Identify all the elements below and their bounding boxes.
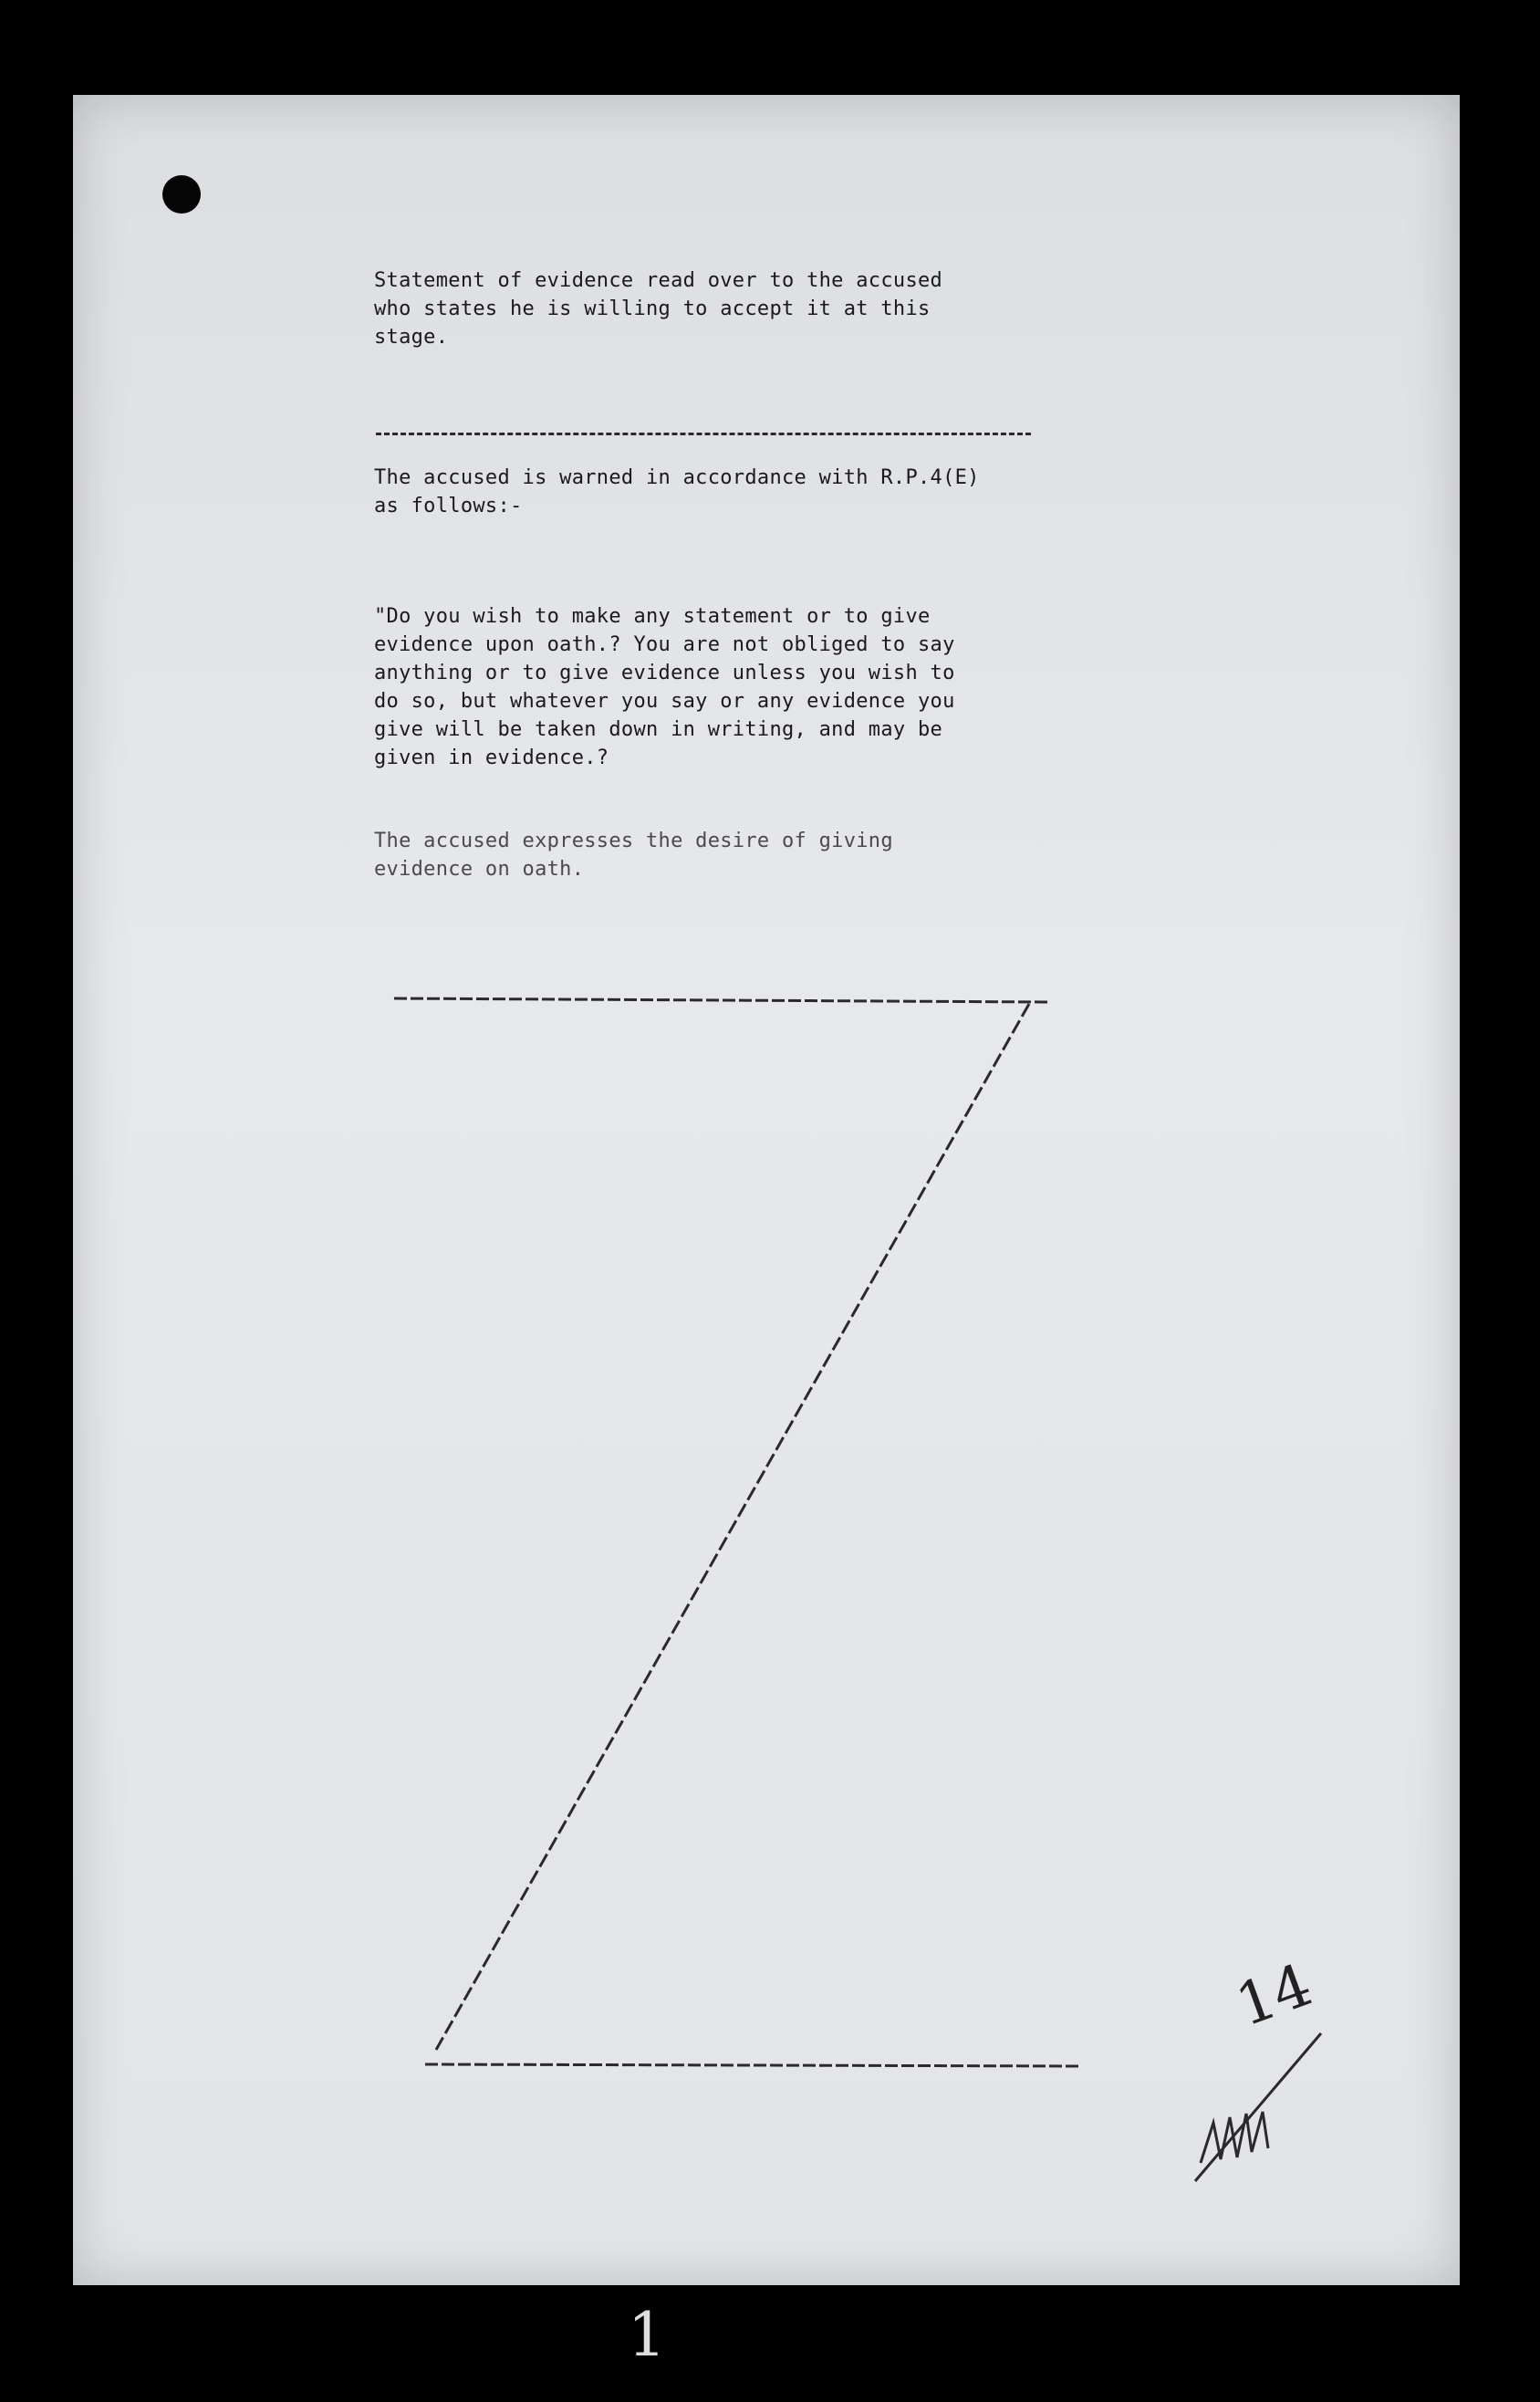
z-top-line xyxy=(394,998,1047,1002)
handwritten-page-number: 14 xyxy=(1227,1951,1321,2041)
z-diagonal-line xyxy=(436,1004,1029,2050)
film-frame-mark: 1 xyxy=(628,2300,666,2370)
statement-read-paragraph: Statement of evidence read over to the accused who states he is willing to accept it at this stage. xyxy=(374,269,943,349)
handwritten-initials xyxy=(1195,2033,1321,2181)
accused-response-paragraph: The accused expresses the desire of giving evidence on oath. xyxy=(374,830,893,881)
caution-quote-paragraph: "Do you wish to make any statement or to give evidence upon oath.? You are not obliged to say anything or to give evidence unless you wish to do so, but whatever you say or any evidence you give will be taken down in writing, and may be given in evidence.? xyxy=(374,605,955,769)
z-bottom-line xyxy=(425,2064,1080,2066)
warning-intro-paragraph: The accused is warned in accordance with R.P.4(E) as follows:- xyxy=(374,466,980,517)
